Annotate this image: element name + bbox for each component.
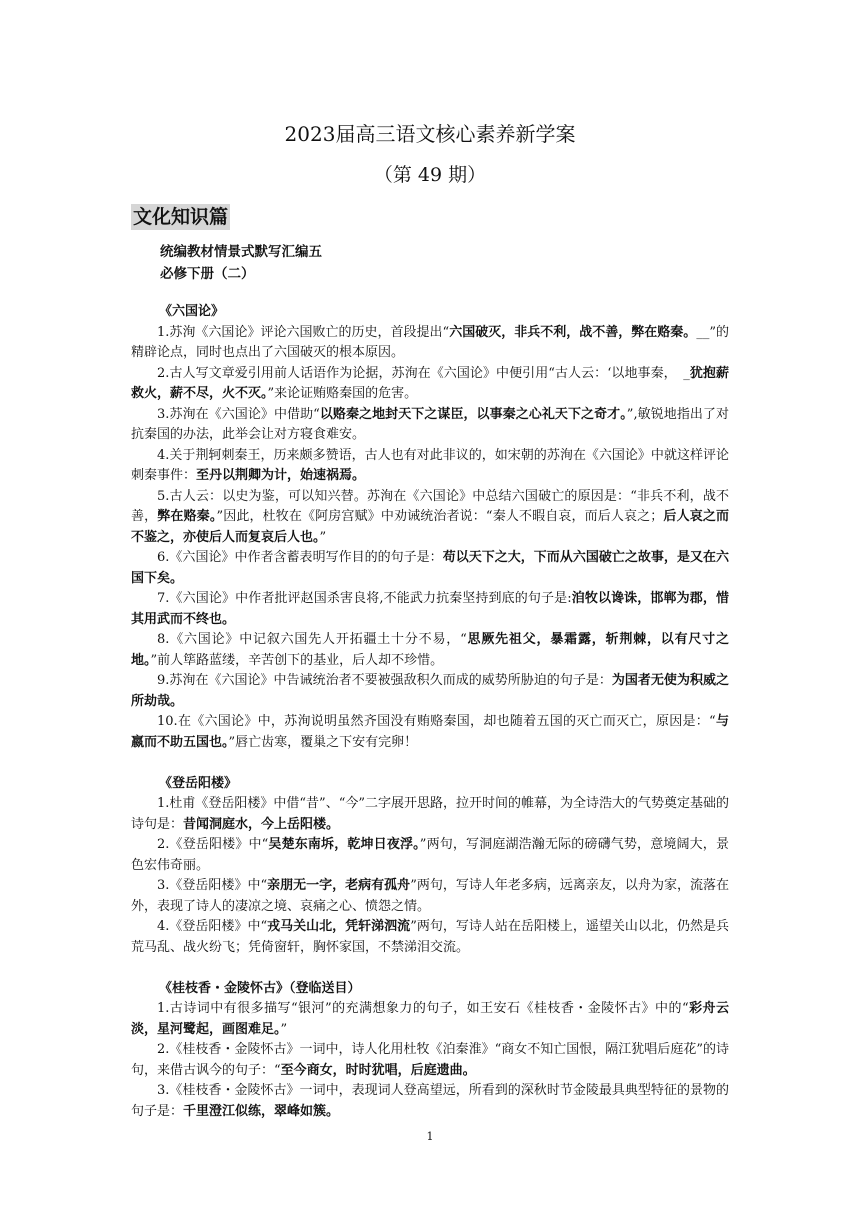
item: 8.《六国论》中记叙六国先人开拓疆土十分不易，“思厥先祖父，暴霜露，斩荆棘，以有尺寸之地。”前人筚路蓝缕，辛苦创下的基业，后人却不珍惜。 [131,632,729,668]
group-title: 《登岳阳楼》 [159,775,238,791]
section-title: 文化知识篇 [133,206,229,228]
item: 4.关于荆轲刺秦王，历来颇多赞语，古人也有对此非议的，如宋朝的苏洵在《六国论》中就这样评论刺秦事件：至丹以荆卿为计，始速祸焉。 [131,447,729,483]
item: 7.《六国论》中作者批评赵国杀害良将,不能武力抗秦坚持到底的句子是:洎牧以谗诛，邯郸为郡，惜其用武而不终也。 [131,591,729,627]
item: 3.《桂枝香・金陵怀古》一词中，表现词人登高望远，所看到的深秋时节金陵最具典型特征的景物的句子是：千里澄江似练，翠峰如簇。 [131,1083,729,1119]
item: 3.《登岳阳楼》中“亲朋无一字，老病有孤舟”两句，写诗人年老多病，远离亲友，以舟为家，流落在外，表现了诗人的凄凉之境、哀痛之心、愤怨之情。 [131,878,729,914]
group-liuguolun [131,302,729,753]
document-title: 2023届高三语文核心素养新学案 [284,122,576,146]
group-title: 《桂枝香・金陵怀古》（登临送目） [159,980,361,996]
item: 1.苏洵《六国论》评论六国败亡的历史，首段提出“六国破灭，非兵不利，战不善，弊在赂秦。__”的精辟论点，同时也点出了六国破灭的根本原因。 [131,324,729,360]
item: 9.苏洵在《六国论》中告诫统治者不要被强敌积久而成的威势所胁迫的句子是：为国者无使为积威之所劫哉。 [131,673,729,709]
heading-volume: 必修下册（二） [160,266,255,282]
item: 6.《六国论》中作者含蓄表明写作目的的句子是：苟以天下之大，下而从六国破亡之故事，是又在六国下矣。 [131,550,729,586]
item: 10.在《六国论》中，苏洵说明虽然齐国没有贿赂秦国，却也随着五国的灭亡而灭亡，原因是：“与嬴而不助五国也。”唇亡齿寒，覆巢之下安有完卵！ [131,714,729,750]
document-body [131,302,729,1122]
item: 5.古人云：以史为鉴，可以知兴替。苏洵在《六国论》中总结六国破亡的原因是：“非兵不利，战不善，弊在赂秦。”因此，杜牧在《阿房宫赋》中劝诫统治者说：“秦人不暇自哀，而后人哀之；后人哀之而不鉴之，亦使后人而复哀后人也。” [131,488,729,545]
issue-number: （第 49 期） [373,164,487,186]
page-number: 1 [426,1130,434,1143]
heading-compilation: 统编教材情景式默写汇编五 [160,244,322,260]
item: 3.苏洵在《六国论》中借助“以赂秦之地封天下之谋臣，以事秦之心礼天下之奇才。”,敏锐地指出了对抗秦国的办法，此举会让对方寝食难安。 [131,406,729,442]
group-title: 《六国论》 [159,304,225,319]
item: 4.《登岳阳楼》中“戎马关山北，凭轩涕泗流”两句，写诗人站在岳阳楼上，遥望关山以北，仍然是兵荒马乱、战火纷飞；凭倚窗轩，胸怀家国，不禁涕泪交流。 [131,919,729,955]
item: 1.古诗词中有很多描写“银河”的充满想象力的句子，如王安石《桂枝香・金陵怀古》中的“彩舟云淡，星河鹭起，画图难足。” [131,1001,729,1037]
item: 2.《登岳阳楼》中“吴楚东南坼，乾坤日夜浮。”两句，写洞庭湖浩瀚无际的磅礴气势，意境阔大，景色宏伟奇丽。 [131,837,729,873]
item: 1.杜甫《登岳阳楼》中借“昔”、“今”二字展开思路，拉开时间的帷幕，为全诗浩大的气势奠定基础的诗句是：昔闻洞庭水，今上岳阳楼。 [131,796,729,832]
item: 2.《桂枝香・金陵怀古》一词中，诗人化用杜牧《泊秦淮》“商女不知亡国恨，隔江犹唱后庭花”的诗句，来借古讽今的句子：“至今商女，时时犹唱，后庭遗曲。 [131,1042,729,1078]
item: 2.古人写文章爱引用前人话语作为论据，苏洵在《六国论》中便引用“古人云：‘以地事秦， _犹抱薪救火，薪不尽，火不灭。”来论证贿赂秦国的危害。 [131,365,729,401]
group-guizhixiang [131,979,729,1123]
group-dengyueyanglou [131,774,729,959]
